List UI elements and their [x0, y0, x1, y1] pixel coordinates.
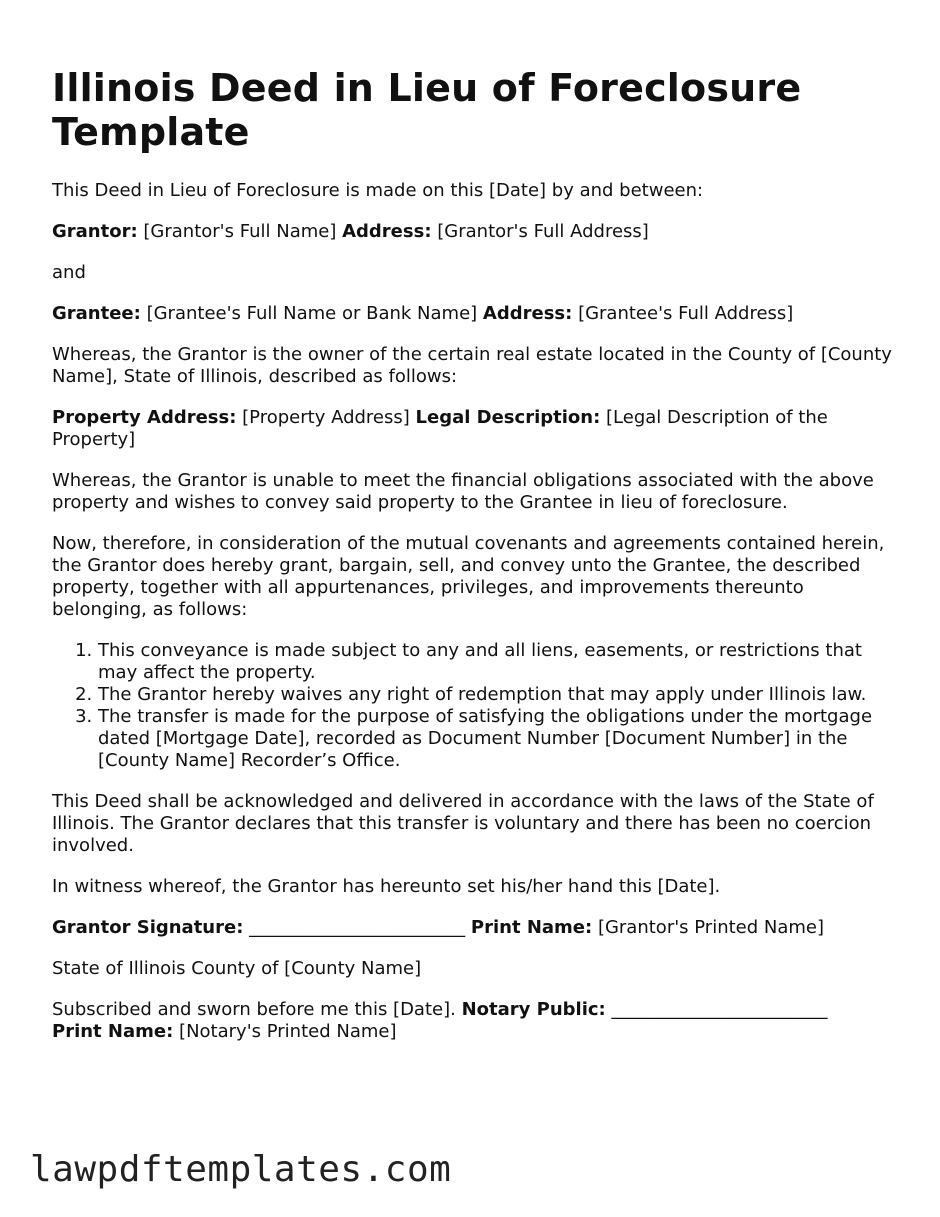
- legal-description: [Legal Description of the Property]: [52, 407, 828, 450]
- acknowledgement-paragraph: This Deed shall be acknowledged and delivered in accordance with the laws of the State of Illinois. The Grantor declares that this transfer is voluntary and there has been no coercion involved.: [52, 791, 874, 856]
- notary-block: [52, 999, 898, 1043]
- notary-public-label: Notary Public:: [461, 999, 606, 1020]
- grantee-address: [Grantee's Full Address]: [578, 303, 794, 324]
- now-therefore-paragraph: Now, therefore, in consideration of the mutual covenants and agreements contained herein, the Grantor does hereby grant, bargain, sell, and convey unto the Grantee, the described property, together with all appurtenances, privileges, and improvements thereunto belonging, as follows:: [52, 533, 885, 620]
- list-item: 1. This conveyance is made subject to any and all liens, easements, or restrictions that may affect the property.: [98, 640, 898, 684]
- notary-sworn-text: Subscribed and sworn before me this [Date].: [52, 999, 456, 1020]
- document-title: Illinois Deed in Lieu of Foreclosure Template: [52, 66, 802, 154]
- grantee-address-label: Address:: [482, 303, 573, 324]
- intro-paragraph: This Deed in Lieu of Foreclosure is made on this [Date] by and between:: [52, 180, 704, 201]
- list-item: 3. The transfer is made for the purpose of satisfying the obligations under the mortgage dated [Mortgage Date], recorded as Document Number [Document Number] in the [County Name] Recorder’s Office.: [98, 706, 898, 772]
- grantee-name: [Grantee's Full Name or Bank Name]: [146, 303, 478, 324]
- notary-print-name: [Notary's Printed Name]: [179, 1021, 397, 1042]
- signature-line: [52, 917, 898, 939]
- whereas-unable-paragraph: Whereas, the Grantor is unable to meet the financial obligations associated with the above property and wishes to convey said property to the Grantee in lieu of foreclosure.: [52, 470, 874, 513]
- grantor-label: Grantor:: [52, 221, 138, 242]
- grantor-address-label: Address:: [342, 221, 432, 242]
- grantor-signature-blank: ________________________: [249, 917, 466, 938]
- grantor-print-name-label: Print Name:: [470, 917, 593, 938]
- grantor-line: [52, 221, 898, 243]
- property-line: [52, 407, 898, 451]
- grantor-signature-label: Grantor Signature:: [52, 917, 244, 938]
- grantor-name: [Grantor's Full Name]: [143, 221, 337, 242]
- notary-print-name-label: Print Name:: [52, 1021, 174, 1042]
- site-watermark: lawpdftemplates.com: [30, 1149, 452, 1190]
- document-body: [52, 66, 898, 1062]
- property-address: [Property Address]: [242, 407, 410, 428]
- terms-list: [52, 640, 898, 772]
- grantee-label: Grantee:: [52, 303, 141, 324]
- legal-description-label: Legal Description:: [415, 407, 601, 428]
- grantee-line: [52, 303, 898, 325]
- grantor-print-name: [Grantor's Printed Name]: [597, 917, 825, 938]
- grantor-address: [Grantor's Full Address]: [437, 221, 649, 242]
- state-county-line: State of Illinois County of [County Name]: [52, 958, 422, 979]
- property-address-label: Property Address:: [52, 407, 237, 428]
- notary-signature-blank: ________________________: [611, 999, 828, 1020]
- whereas-owner-paragraph: Whereas, the Grantor is the owner of the certain real estate located in the County of [County Name], State of Illinois, described as follows:: [52, 344, 892, 387]
- and-text: and: [52, 262, 86, 283]
- list-item: 2. The Grantor hereby waives any right of redemption that may apply under Illinois law.: [98, 684, 898, 706]
- witness-paragraph: In witness whereof, the Grantor has hereunto set his/her hand this [Date].: [52, 876, 721, 897]
